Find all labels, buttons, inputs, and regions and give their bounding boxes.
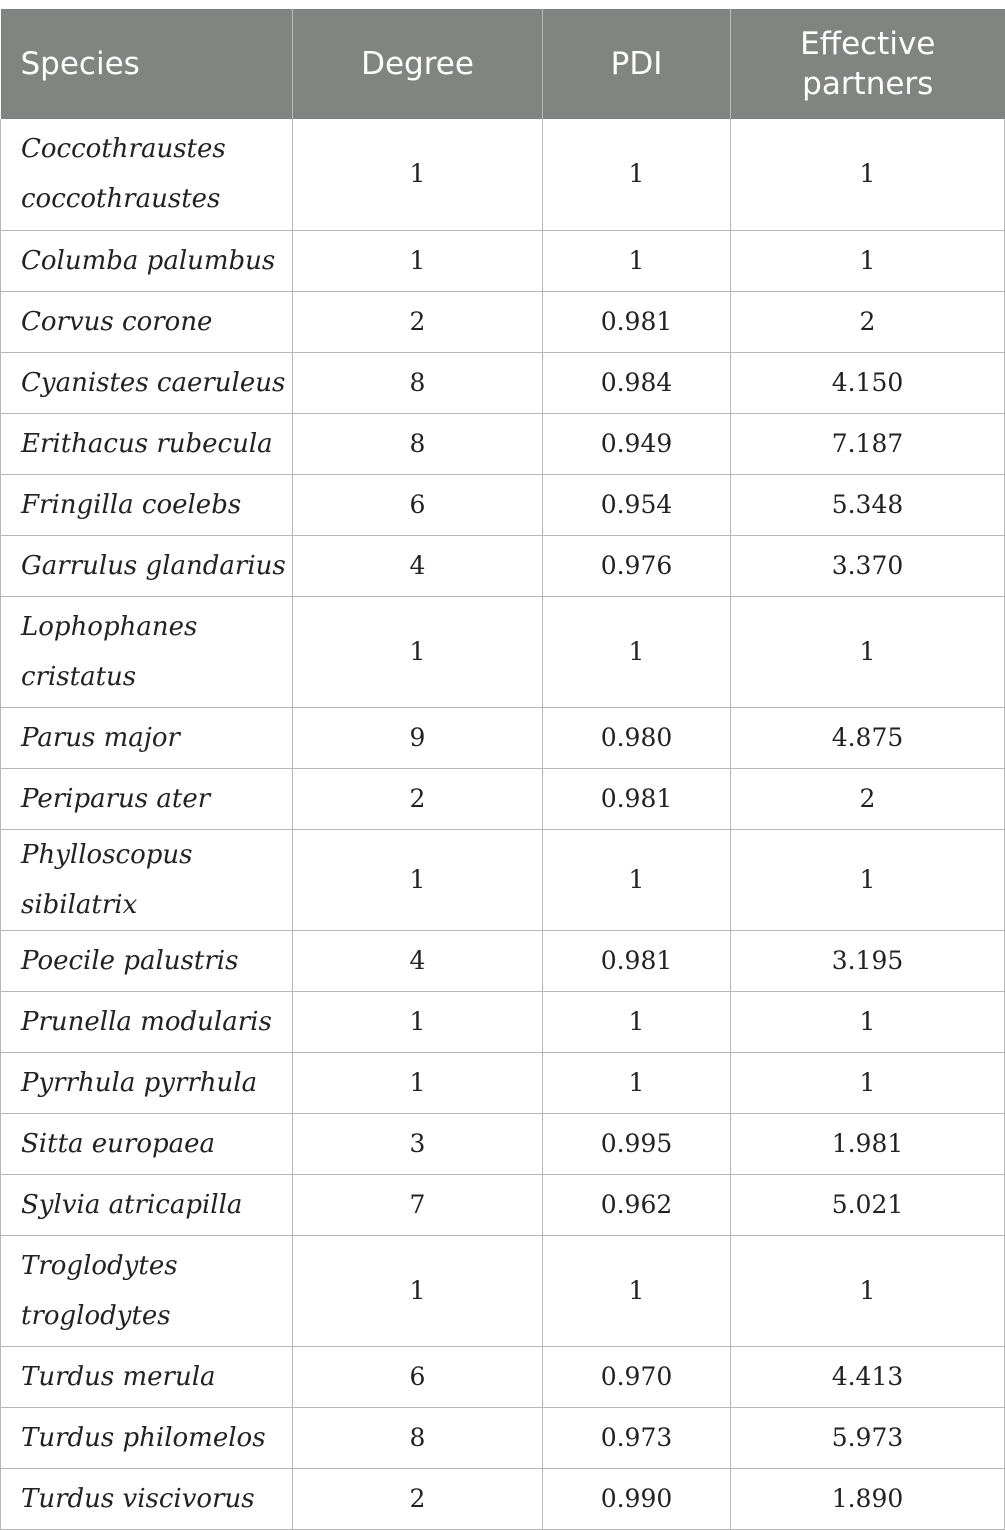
cell-degree: 6 — [293, 1346, 543, 1407]
header-effective-line2: partners — [802, 66, 934, 102]
cell-effective-partners: 1 — [731, 230, 1005, 291]
cell-effective-partners: 1 — [731, 119, 1005, 230]
cell-pdi: 1 — [543, 829, 731, 930]
cell-degree: 2 — [293, 1468, 543, 1529]
table-row — [1, 596, 1005, 707]
header-pdi: PDI — [543, 9, 731, 119]
cell-pdi: 1 — [543, 1235, 731, 1346]
cell-degree: 4 — [293, 930, 543, 991]
cell-pdi: 0.973 — [543, 1407, 731, 1468]
species-name: Fringilla coelebs — [21, 489, 242, 520]
cell-species — [1, 352, 293, 413]
cell-effective-partners: 1.890 — [731, 1468, 1005, 1529]
species-name: Garrulus glandarius — [21, 550, 286, 581]
cell-pdi: 0.990 — [543, 1468, 731, 1529]
cell-pdi: 0.995 — [543, 1113, 731, 1174]
cell-degree: 1 — [293, 596, 543, 707]
cell-species — [1, 1407, 293, 1468]
cell-pdi: 0.976 — [543, 535, 731, 596]
species-name: Pyrrhula pyrrhula — [21, 1067, 258, 1098]
table-row — [1, 768, 1005, 829]
species-name-continued: cristatus — [21, 661, 137, 692]
cell-effective-partners: 1 — [731, 829, 1005, 930]
cell-pdi: 1 — [543, 991, 731, 1052]
cell-degree: 8 — [293, 1407, 543, 1468]
cell-pdi: 0.949 — [543, 413, 731, 474]
table-row — [1, 1468, 1005, 1529]
table-row — [1, 535, 1005, 596]
cell-effective-partners: 1 — [731, 1235, 1005, 1346]
cell-effective-partners: 1.981 — [731, 1113, 1005, 1174]
cell-degree: 2 — [293, 291, 543, 352]
cell-pdi: 1 — [543, 119, 731, 230]
cell-degree: 1 — [293, 230, 543, 291]
species-name: Prunella modularis — [21, 1006, 272, 1037]
species-name: Turdus merula — [21, 1361, 216, 1392]
cell-degree: 3 — [293, 1113, 543, 1174]
table-row — [1, 119, 1005, 230]
cell-effective-partners: 1 — [731, 596, 1005, 707]
cell-effective-partners: 4.150 — [731, 352, 1005, 413]
cell-effective-partners: 1 — [731, 1052, 1005, 1113]
table-row — [1, 930, 1005, 991]
cell-pdi: 0.984 — [543, 352, 731, 413]
cell-species — [1, 1052, 293, 1113]
header-row — [1, 9, 1005, 119]
species-name: Periparus ater — [21, 783, 211, 814]
species-name-continued: troglodytes — [21, 1300, 171, 1331]
table-row — [1, 991, 1005, 1052]
cell-degree: 1 — [293, 829, 543, 930]
cell-degree: 6 — [293, 474, 543, 535]
species-name: Sylvia atricapilla — [21, 1189, 243, 1220]
cell-degree: 8 — [293, 352, 543, 413]
table-row — [1, 1346, 1005, 1407]
header-degree: Degree — [293, 9, 543, 119]
table-row — [1, 707, 1005, 768]
table-row — [1, 1407, 1005, 1468]
species-name: Turdus viscivorus — [21, 1483, 255, 1514]
cell-pdi: 0.981 — [543, 930, 731, 991]
table-body — [1, 119, 1005, 1529]
species-name: Columba palumbus — [21, 245, 276, 276]
table-row — [1, 1052, 1005, 1113]
cell-degree: 1 — [293, 119, 543, 230]
cell-degree: 1 — [293, 1052, 543, 1113]
cell-degree: 1 — [293, 991, 543, 1052]
species-table — [0, 9, 1005, 1530]
cell-species — [1, 1235, 293, 1346]
header-effective-partners — [731, 9, 1005, 119]
header-species: Species — [1, 9, 293, 119]
cell-species — [1, 119, 293, 230]
cell-pdi: 0.981 — [543, 291, 731, 352]
cell-pdi: 0.980 — [543, 707, 731, 768]
species-name: Phylloscopus sibilatrix — [21, 839, 193, 920]
species-name: Turdus philomelos — [21, 1422, 266, 1453]
cell-effective-partners: 3.195 — [731, 930, 1005, 991]
cell-species — [1, 474, 293, 535]
cell-degree: 4 — [293, 535, 543, 596]
cell-degree: 7 — [293, 1174, 543, 1235]
cell-species — [1, 596, 293, 707]
cell-species — [1, 291, 293, 352]
cell-species — [1, 991, 293, 1052]
table-row — [1, 291, 1005, 352]
cell-degree: 8 — [293, 413, 543, 474]
cell-species — [1, 1468, 293, 1529]
cell-pdi: 1 — [543, 596, 731, 707]
cell-pdi: 1 — [543, 1052, 731, 1113]
cell-effective-partners: 2 — [731, 291, 1005, 352]
cell-effective-partners: 4.875 — [731, 707, 1005, 768]
cell-species — [1, 230, 293, 291]
table-row — [1, 1113, 1005, 1174]
header-effective-line1: Effective — [800, 26, 936, 62]
cell-species — [1, 413, 293, 474]
cell-pdi: 1 — [543, 230, 731, 291]
table-row — [1, 474, 1005, 535]
table-header — [1, 9, 1005, 119]
cell-species — [1, 930, 293, 991]
table-row — [1, 1174, 1005, 1235]
species-name: Lophophanes — [21, 611, 198, 642]
cell-species — [1, 1113, 293, 1174]
cell-effective-partners: 5.021 — [731, 1174, 1005, 1235]
cell-species — [1, 535, 293, 596]
species-name: Parus major — [21, 722, 180, 753]
species-name: Cyanistes caeruleus — [21, 367, 286, 398]
cell-degree: 2 — [293, 768, 543, 829]
cell-pdi: 0.970 — [543, 1346, 731, 1407]
table-row — [1, 1235, 1005, 1346]
cell-effective-partners: 4.413 — [731, 1346, 1005, 1407]
cell-species — [1, 1346, 293, 1407]
cell-degree: 9 — [293, 707, 543, 768]
species-name-continued: coccothraustes — [21, 184, 221, 215]
cell-species — [1, 829, 293, 930]
table-row — [1, 230, 1005, 291]
cell-effective-partners: 5.348 — [731, 474, 1005, 535]
species-name: Erithacus rubecula — [21, 428, 273, 459]
cell-pdi: 0.981 — [543, 768, 731, 829]
cell-effective-partners: 7.187 — [731, 413, 1005, 474]
table-row — [1, 829, 1005, 930]
cell-effective-partners: 5.973 — [731, 1407, 1005, 1468]
species-name: Troglodytes — [21, 1250, 178, 1281]
species-name: Poecile palustris — [21, 945, 239, 976]
cell-effective-partners: 3.370 — [731, 535, 1005, 596]
species-name: Sitta europaea — [21, 1128, 216, 1159]
cell-pdi: 0.954 — [543, 474, 731, 535]
cell-species — [1, 768, 293, 829]
table-row — [1, 413, 1005, 474]
table-row — [1, 352, 1005, 413]
cell-degree: 1 — [293, 1235, 543, 1346]
cell-species — [1, 707, 293, 768]
cell-pdi: 0.962 — [543, 1174, 731, 1235]
species-name: Coccothraustes — [21, 134, 226, 165]
species-name: Corvus corone — [21, 306, 213, 337]
cell-effective-partners: 1 — [731, 991, 1005, 1052]
cell-species — [1, 1174, 293, 1235]
cell-effective-partners: 2 — [731, 768, 1005, 829]
